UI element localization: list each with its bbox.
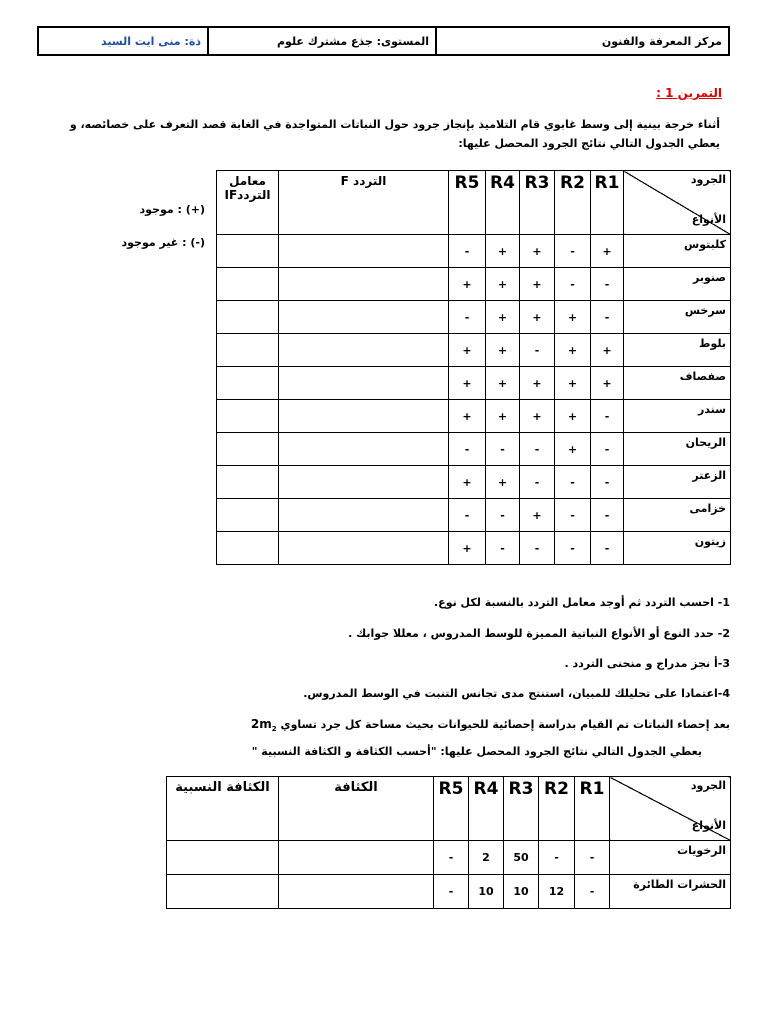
presence-cell: +: [520, 400, 555, 433]
animal-table: [166, 776, 731, 909]
coef-cell[interactable]: [217, 499, 279, 532]
presence-cell: -: [591, 433, 624, 466]
legend-absent: (-) : غير موجود: [121, 236, 205, 249]
animal-name: الرخويات: [610, 841, 731, 875]
releve-header: R5: [449, 171, 486, 235]
coef-cell[interactable]: [217, 466, 279, 499]
count-cell: 2: [469, 841, 504, 875]
freq-cell[interactable]: [279, 466, 449, 499]
count-cell: -: [575, 841, 610, 875]
corner-cell: [624, 171, 731, 235]
presence-cell: +: [520, 235, 555, 268]
presence-cell: -: [591, 532, 624, 565]
question-3: 3-أ نجز مدراج و منحنى التردد .: [564, 657, 730, 670]
releve-header: R5: [434, 777, 469, 841]
presence-cell: -: [449, 499, 486, 532]
count-cell: 10: [504, 875, 539, 909]
presence-cell: -: [555, 499, 591, 532]
presence-cell: +: [555, 301, 591, 334]
exercise-title: التمرين 1 :: [656, 86, 722, 100]
presence-cell: -: [591, 268, 624, 301]
question-2: 2- حدد النوع أو الأنواع النباتية المميزة للوسط المدروس ، معللا جوابك .: [348, 627, 730, 640]
table-row: [217, 532, 731, 565]
coef-cell[interactable]: [217, 334, 279, 367]
coef-header-line-1: معامل: [229, 174, 266, 188]
table-header-row: [167, 777, 731, 841]
legend-present: (+) : موجود: [139, 203, 205, 216]
presence-cell: -: [486, 499, 520, 532]
presence-cell: +: [449, 532, 486, 565]
presence-cell: +: [486, 400, 520, 433]
count-cell: 10: [469, 875, 504, 909]
coef-cell[interactable]: [217, 367, 279, 400]
table-row: [217, 334, 731, 367]
releve-header: R1: [591, 171, 624, 235]
area-value: 2m: [250, 717, 272, 731]
presence-cell: +: [591, 367, 624, 400]
presence-cell: +: [449, 367, 486, 400]
table-row: [217, 466, 731, 499]
table-row: [217, 433, 731, 466]
presence-cell: -: [520, 334, 555, 367]
density-header: الكثافة: [279, 777, 434, 841]
coef-cell[interactable]: [217, 532, 279, 565]
presence-cell: -: [555, 268, 591, 301]
presence-cell: -: [449, 235, 486, 268]
presence-cell: -: [486, 532, 520, 565]
intro-line-2: يعطي الجدول التالي نتائج الجرود المحصل عليها:: [458, 137, 720, 150]
presence-cell: -: [591, 466, 624, 499]
species-name: خزامى: [624, 499, 731, 532]
rel-density-cell[interactable]: [167, 841, 279, 875]
presence-cell: +: [449, 400, 486, 433]
corner-cell: [610, 777, 731, 841]
header-center-name: مركز المعرفة والفنون: [435, 28, 728, 54]
freq-cell[interactable]: [279, 268, 449, 301]
freq-cell[interactable]: [279, 334, 449, 367]
presence-cell: +: [449, 334, 486, 367]
presence-cell: +: [486, 334, 520, 367]
table-header-row: [217, 171, 731, 235]
rel-density-header: الكثافة النسبية: [167, 777, 279, 841]
presence-cell: +: [520, 499, 555, 532]
species-name: كلبتوس: [624, 235, 731, 268]
releve-header: R4: [469, 777, 504, 841]
presence-cell: -: [555, 532, 591, 565]
species-name: الريحان: [624, 433, 731, 466]
releve-header: R2: [555, 171, 591, 235]
table-row: [217, 367, 731, 400]
freq-cell[interactable]: [279, 499, 449, 532]
species-name: زيتون: [624, 532, 731, 565]
presence-cell: +: [486, 235, 520, 268]
count-cell: 12: [539, 875, 575, 909]
presence-cell: +: [555, 334, 591, 367]
presence-cell: +: [520, 367, 555, 400]
freq-cell[interactable]: [279, 433, 449, 466]
coef-header: [217, 171, 279, 235]
freq-header: التردد F: [279, 171, 449, 235]
header-box: [37, 26, 730, 56]
presence-cell: +: [486, 301, 520, 334]
density-cell[interactable]: [279, 841, 434, 875]
coef-cell[interactable]: [217, 268, 279, 301]
header-level: المستوى: جذع مشترك علوم: [207, 28, 435, 54]
table-row: [217, 268, 731, 301]
species-name: سرخس: [624, 301, 731, 334]
species-name: صفصاف: [624, 367, 731, 400]
corner-bottom-label: الأنواع: [691, 819, 726, 832]
freq-cell[interactable]: [279, 235, 449, 268]
presence-cell: -: [520, 433, 555, 466]
coef-cell[interactable]: [217, 235, 279, 268]
releve-header: R3: [520, 171, 555, 235]
coef-cell[interactable]: [217, 400, 279, 433]
corner-top-label: الجرود: [690, 173, 726, 186]
freq-cell[interactable]: [279, 400, 449, 433]
count-cell: -: [539, 841, 575, 875]
rel-density-cell[interactable]: [167, 875, 279, 909]
presence-cell: +: [591, 334, 624, 367]
table-row: [167, 875, 731, 909]
presence-cell: +: [486, 466, 520, 499]
followup-line-2: يعطي الجدول التالي نتائج الجرود المحصل عليها: "أحسب الكثافة و الكثافة النسبية ": [251, 745, 702, 758]
presence-cell: -: [520, 466, 555, 499]
presence-cell: +: [486, 268, 520, 301]
species-name: الزعتر: [624, 466, 731, 499]
count-cell: -: [434, 841, 469, 875]
presence-cell: +: [449, 268, 486, 301]
table-row: [217, 301, 731, 334]
coef-cell[interactable]: [217, 301, 279, 334]
releve-header: R4: [486, 171, 520, 235]
freq-cell[interactable]: [279, 301, 449, 334]
inventory-table: [216, 170, 731, 565]
table-row: [167, 841, 731, 875]
presence-cell: +: [449, 466, 486, 499]
species-name: بلوط: [624, 334, 731, 367]
species-name: صنوبر: [624, 268, 731, 301]
coef-cell[interactable]: [217, 433, 279, 466]
presence-cell: +: [555, 400, 591, 433]
question-4: 4-اعتمادا على تحليلك للمبيان، استنتج مدى تجانس التنبت في الوسط المدروس.: [303, 687, 730, 700]
table-row: [217, 235, 731, 268]
presence-cell: +: [555, 433, 591, 466]
presence-cell: +: [520, 301, 555, 334]
density-cell[interactable]: [279, 875, 434, 909]
presence-cell: -: [555, 466, 591, 499]
count-cell: 50: [504, 841, 539, 875]
presence-cell: +: [520, 268, 555, 301]
freq-cell[interactable]: [279, 367, 449, 400]
table-row: [217, 499, 731, 532]
followup-text: بعد إحصاء النباتات تم القيام بدراسة إحصائية للحيوانات بحيث مساحة كل جرد تساوي: [280, 718, 730, 731]
header-teacher: ذة: منى ايت السيد: [101, 34, 201, 48]
animal-name: الحشرات الطائرة: [610, 875, 731, 909]
presence-cell: -: [591, 400, 624, 433]
coef-header-line-2: الترددIF: [224, 188, 271, 202]
presence-cell: +: [591, 235, 624, 268]
corner-top-label: الجرود: [690, 779, 726, 792]
count-cell: -: [434, 875, 469, 909]
presence-cell: -: [555, 235, 591, 268]
freq-cell[interactable]: [279, 532, 449, 565]
presence-cell: -: [591, 301, 624, 334]
presence-cell: -: [520, 532, 555, 565]
releve-header: R1: [575, 777, 610, 841]
corner-bottom-label: الأنواع: [691, 213, 726, 226]
releve-header: R3: [504, 777, 539, 841]
count-cell: -: [575, 875, 610, 909]
area-sub: 2: [271, 725, 277, 734]
releve-header: R2: [539, 777, 575, 841]
species-name: سندر: [624, 400, 731, 433]
presence-cell: -: [486, 433, 520, 466]
followup-line-1: [251, 717, 730, 733]
question-1: 1- احسب التردد ثم أوجد معامل التردد بالنسبة لكل نوع.: [434, 596, 730, 609]
presence-cell: -: [449, 301, 486, 334]
presence-cell: -: [449, 433, 486, 466]
presence-cell: -: [591, 499, 624, 532]
presence-cell: +: [486, 367, 520, 400]
table-row: [217, 400, 731, 433]
intro-line-1: أثناء خرجة بينية إلى وسط غابوي قام التلاميذ بإنجاز جرود حول النباتات المتواجدة في الغابة قصد التعرف على خصائصه، و: [69, 118, 720, 131]
presence-cell: +: [555, 367, 591, 400]
